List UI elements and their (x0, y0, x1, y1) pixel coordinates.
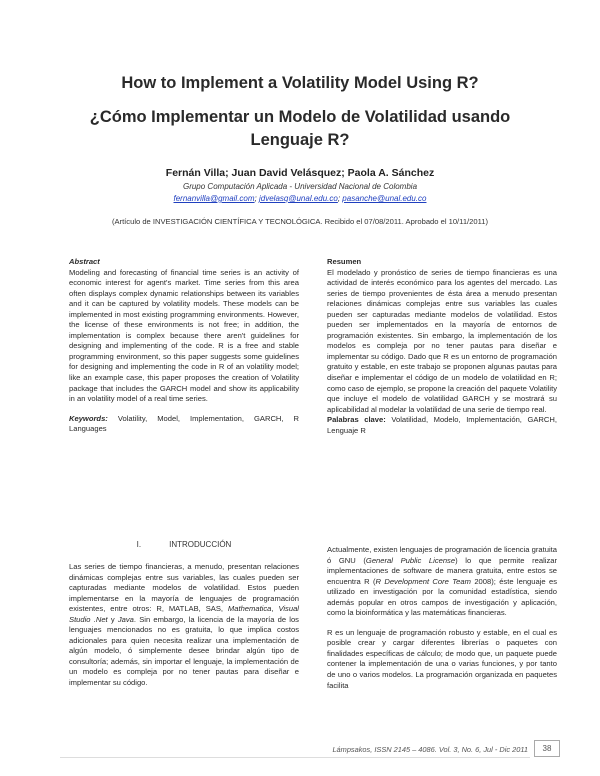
section-heading (69, 540, 299, 549)
italic-run: Mathematica (227, 604, 272, 614)
intro-paragraph-3: R es un lenguaje de programación robusto y estable, en el cual es posible crear y cargar diferentes librerías o paquetes con finalidades específicas de cálculo; de modo que, un paquete puede contener la implementación de una o varias funciones, y por tanto de uno o varios modelos. La programación organizada en paquetes facilita (327, 627, 557, 690)
resumen-block (327, 257, 557, 436)
page-number: 38 (534, 740, 560, 757)
abstract-block (69, 257, 299, 435)
text-run: 2008); éste lenguaje es utilizado en investigación por la comunidad estadística, siendo además popular en otros campos de investigación y aplicación, como la bioinformática y las matemáticas financieras. (327, 576, 557, 618)
italic-run: Visual Studio .Net (69, 604, 299, 624)
email-separator: ; (254, 194, 259, 203)
italic-run: General Public License (365, 555, 456, 565)
abstract-text: Modeling and forecasting of financial time series is an activity of economic interest for agent's market. Time series from this area often displays complex dynamic relationships between its variables and it can be captured by volatility models. These models can be implemented in most existing programming environments. However, the license of these environments is not free; in addition, the implementation is complex because there aren't guidelines for designing and implementing of the code. R is a free and stable programming environment, so this paper suggests some guidelines for designing and implementing the code in R of an volatility model; like an example case, this paper proposes the creation of Volatility package that includes the GARCH model and show its applicability in an volatility model of a real time series. (69, 267, 299, 404)
text-run: . Sin embargo, la licencia de la mayoría de los lenguajes mencionados no es gratuita, lo que implica costos adicionales para quien necesita realizar una implementación de algún modelo, ó simplemente desee brindar algún tipo de consultoría; además, sin importar el lenguaje, la implementación de un modelo es compleja por no tener pautas para diseñar e implementar su código. (69, 614, 299, 688)
italic-run: Java (117, 614, 134, 624)
text-run: Actualmente, existen lenguajes de programación de licencia gratuita ó GNU ( (327, 545, 557, 565)
section-title: INTRODUCCIÓN (169, 540, 232, 549)
affiliation: Grupo Computación Aplicada - Universidad Nacional de Colombia (182, 182, 418, 191)
email-link-velasquez[interactable]: jdvelasq@unal.edu.co (259, 194, 338, 203)
resumen-text: El modelado y pronóstico de series de tiempo financieras es una actividad de interés económico para los agentes del mercado. Las series de tiempo provenientes de ésta área a menudo presentan relaciones dinámicas complejas entre sus variables las cuales pueden ser capturadas mediante modelos de volatilidad. Estos pueden ser implementados en la mayoría de entornos de programación existentes. Sin embargo, la implementación de los modelos es compleja por no tener pautas para diseñar e implementar su código. Dado que R es un entorno de programación gratuito y estable, en este trabajo se proponen algunas pautas para diseñar e implementar el código de un modelo de volatilidad en R; como caso de ejemplo, se propone la creación del paquete Volatility que incluye el modelo de volatilidad GARCH y se mostrará su aplicabilidad al modelar la volatilidad de una serie de tiempo real. (327, 267, 557, 414)
authors: Fernán Villa; Juan David Velásquez; Paola A. Sánchez (165, 167, 435, 179)
article-info: (Artículo de INVESTIGACIÓN CIENTÍFICA Y TECNOLÓGICA. Recibido el 07/08/2011. Aprobado el 10/11/2011) (111, 217, 489, 226)
intro-right-column (327, 545, 557, 691)
keywords-line (69, 414, 299, 435)
journal-footer: Lámpsakos, ISSN 2145 – 4086. Vol. 3, No. 6, Jul - Dic 2011 (332, 745, 528, 754)
email-link-sanchez[interactable]: pasanche@unal.edu.co (342, 194, 427, 203)
text-run: Las series de tiempo financieras, a menudo, presentan relaciones dinámicas complejas entre sus variables, las cuales pueden ser capturadas mediante modelos de volatilidad. Estos pueden implementarse en la mayoría de lenguajes de programación existentes, entre otros: R, MATLAB, SAS, (69, 562, 299, 614)
section-number: I. (136, 540, 142, 549)
intro-paragraph-2 (327, 545, 557, 619)
palabras-clave-line (327, 415, 557, 436)
email-separator: ; (337, 194, 343, 203)
palabras-clave-text: Volatilidad, Modelo, Implementación, GARCH, Lenguaje R (327, 415, 557, 435)
palabras-clave-label: Palabras clave: (327, 415, 386, 425)
footer-rule (60, 757, 530, 758)
author-emails (0, 194, 600, 203)
italic-run: R Development Core Team (375, 576, 471, 586)
keywords-label: Keywords: (69, 413, 108, 423)
intro-paragraph-1 (69, 562, 299, 689)
resumen-heading: Resumen (327, 257, 362, 266)
keywords-text: Volatility, Model, Implementation, GARCH, R Languages (69, 413, 299, 434)
title-english: How to Implement a Volatility Model Using R? (121, 74, 479, 92)
intro-left-column (69, 562, 299, 689)
abstract-heading: Abstract (69, 257, 100, 266)
paragraph-gap (327, 619, 557, 628)
email-link-villa[interactable]: fernanvilla@gmail.com (173, 194, 255, 203)
text-run: , (271, 604, 279, 614)
title-spanish: ¿Cómo Implementar un Modelo de Volatilidad usando Lenguaje R? (89, 108, 511, 149)
text-run: ) lo que permite realizar implementaciones de software de manera gratuita, entre estos se encuentra R ( (327, 555, 557, 586)
text-run: y (107, 614, 118, 624)
